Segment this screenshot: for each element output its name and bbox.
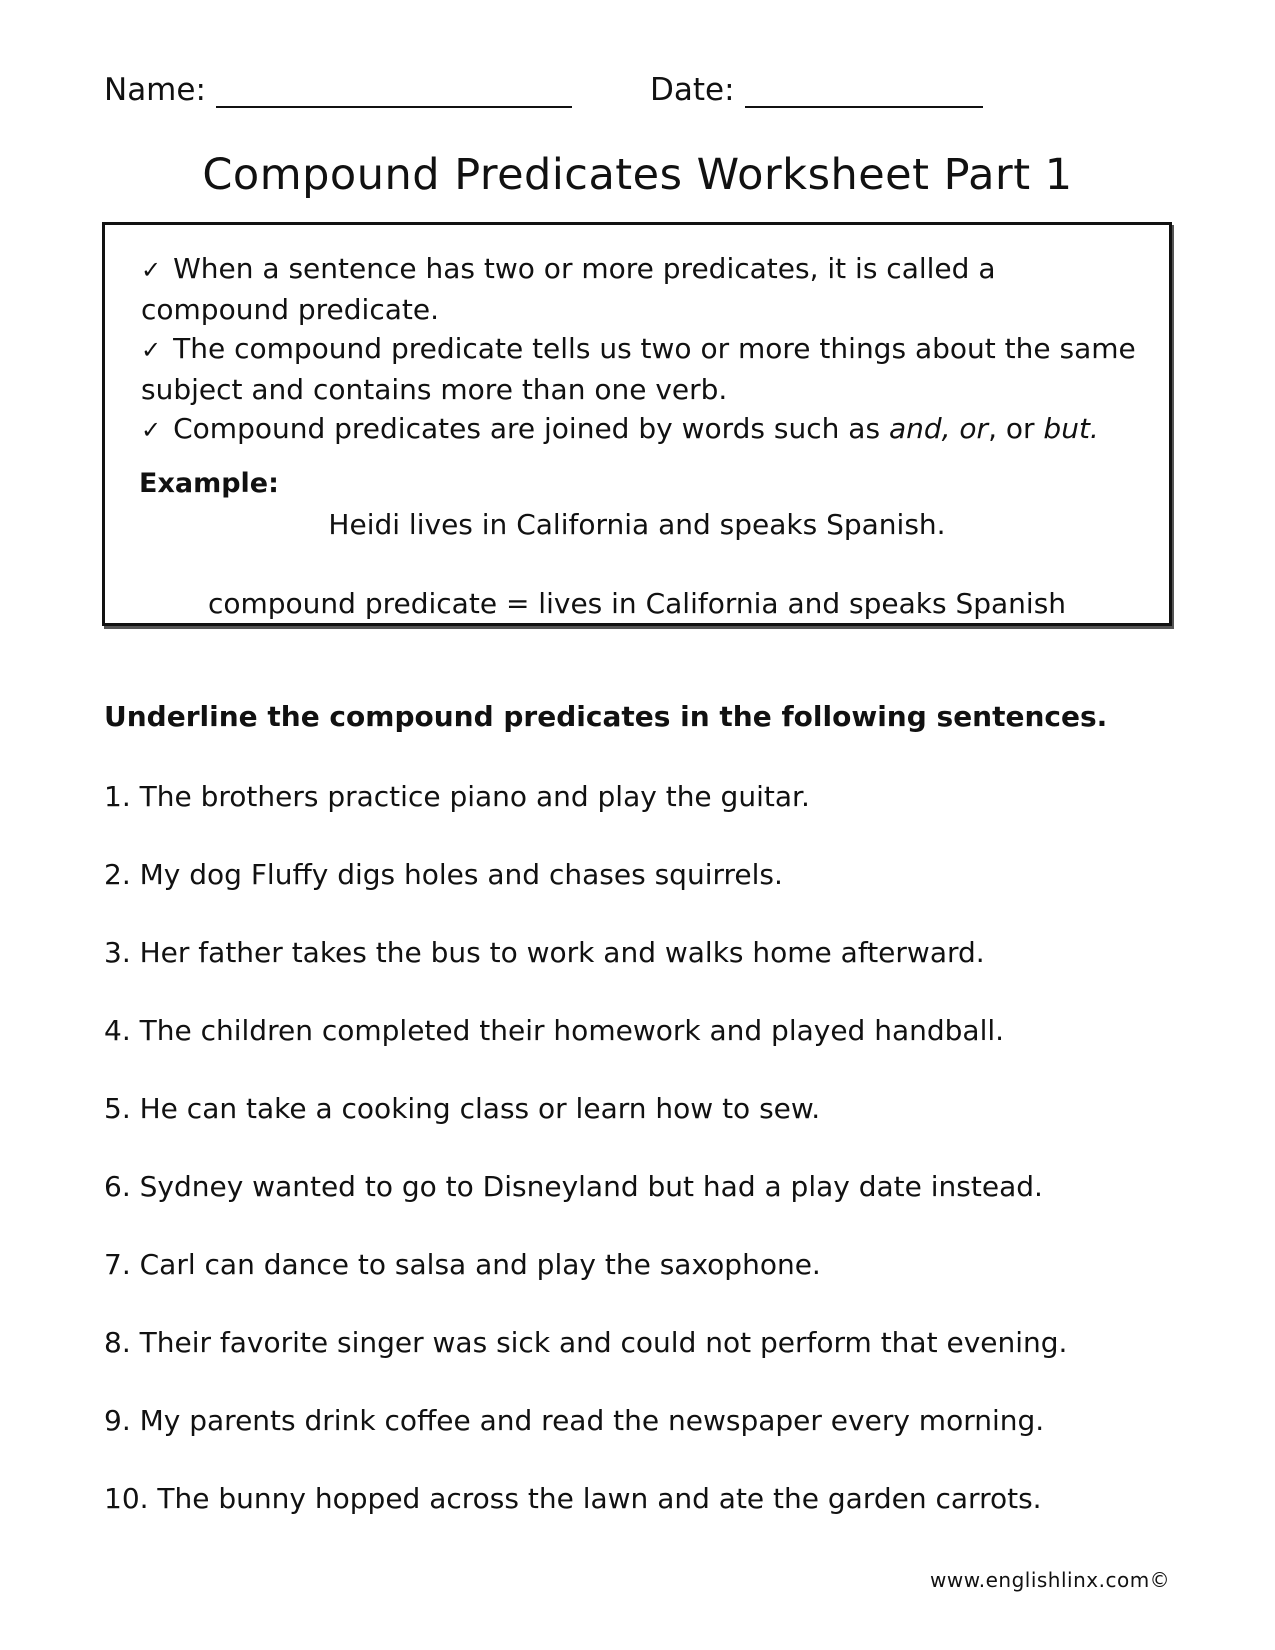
example-label: Example: bbox=[139, 468, 279, 499]
rule-word-and: and, bbox=[888, 412, 951, 445]
instruction-text: Underline the compound predicates in the following sentences. bbox=[104, 700, 1108, 733]
rule-item bbox=[141, 409, 1141, 450]
rule-text: Compound predicates are joined by words such as bbox=[173, 412, 889, 445]
rule-item bbox=[141, 329, 1141, 409]
rule-word-but: but. bbox=[1043, 412, 1099, 445]
question-item: 7. Carl can dance to salsa and play the saxophone. bbox=[104, 1248, 821, 1281]
rules-list bbox=[141, 249, 1141, 450]
worksheet-title: Compound Predicates Worksheet Part 1 bbox=[202, 150, 1073, 200]
rule-item bbox=[141, 249, 1141, 329]
header-row bbox=[104, 72, 1184, 116]
question-item: 6. Sydney wanted to go to Disneyland but had a play date instead. bbox=[104, 1170, 1043, 1203]
name-label: Name: bbox=[104, 72, 206, 108]
footer-website: www.englishlinx.com© bbox=[930, 1568, 1171, 1592]
checkmark-icon: ✓ bbox=[141, 256, 162, 284]
rule-text: , or bbox=[988, 412, 1044, 445]
question-item: 5. He can take a cooking class or learn how to sew. bbox=[104, 1092, 821, 1125]
question-item: 2. My dog Fluffy digs holes and chases squirrels. bbox=[104, 858, 783, 891]
question-item: 4. The children completed their homework and played handball. bbox=[104, 1014, 1005, 1047]
example-sentence: Heidi lives in California and speaks Spanish. bbox=[328, 508, 946, 541]
question-item: 9. My parents drink coffee and read the newspaper every morning. bbox=[104, 1404, 1045, 1437]
question-item: 8. Their favorite singer was sick and could not perform that evening. bbox=[104, 1326, 1068, 1359]
name-blank-line[interactable] bbox=[216, 76, 572, 108]
question-list bbox=[104, 777, 1184, 1557]
rules-box bbox=[102, 222, 1172, 626]
question-item: 3. Her father takes the bus to work and walks home afterward. bbox=[104, 936, 985, 969]
rule-text: When a sentence has two or more predicates, it is called a compound predicate. bbox=[141, 252, 996, 326]
date-blank-line[interactable] bbox=[745, 76, 983, 108]
rule-word-or: or bbox=[959, 412, 989, 445]
checkmark-icon: ✓ bbox=[141, 416, 162, 444]
question-item: 10. The bunny hopped across the lawn and ate the garden carrots. bbox=[104, 1482, 1042, 1515]
name-field bbox=[104, 72, 572, 108]
checkmark-icon: ✓ bbox=[141, 336, 162, 364]
example-answer: compound predicate = lives in California and speaks Spanish bbox=[207, 587, 1067, 620]
question-item: 1. The brothers practice piano and play the guitar. bbox=[104, 780, 810, 813]
date-label: Date: bbox=[650, 72, 735, 108]
date-field bbox=[650, 72, 983, 108]
rule-text: The compound predicate tells us two or more things about the same subject and contains more than one verb. bbox=[141, 332, 1136, 406]
